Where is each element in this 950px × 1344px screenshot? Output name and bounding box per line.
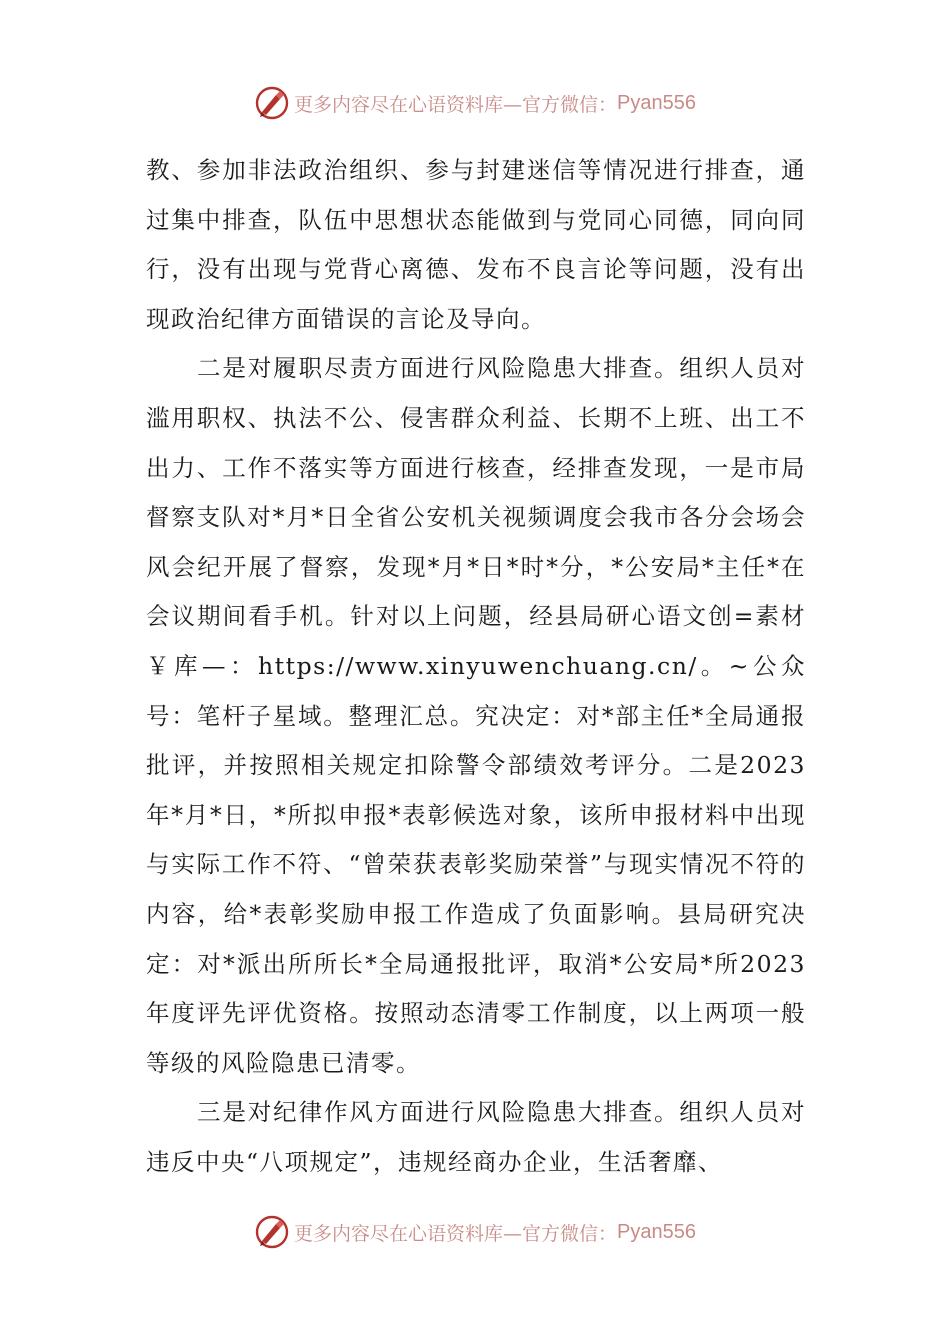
paragraph-2: 二是对履职尽责方面进行风险隐患大排查。组织人员对滥用职权、执法不公、侵害群众利益、长期不上班、出工不出力、工作不落实等方面进行核查，经排查发现，一是市局督察支队对*月*日全省公安机关视频调度会我市各分会场会风会纪开展了督察，发现*月*日*时*分，*公安局*主任*在会议期间看手机。针对以上问题，经县局研心语文创=素材￥库—：https://www.xinyuwenchuang.cn/。~公众号：笔杆子星域。整理汇总。究决定：对*部主任*全局通报批评，并按照相关规定扣除警令部绩效考评分。二是2023年*月*日，*所拟申报*表彰候选对象，该所申报材料中出现与实际工作不符、“曾荣获表彰奖励荣誉”与现实情况不符的内容，给*表彰奖励申报工作造成了负面影响。县局研究决定：对*派出所所长*全局通报批评，取消*公安局*所2023年度评先评优资格。按照动态清零工作制度，以上两项一般等级的风险隐患已清零。 (146, 354, 806, 1077)
header-banner (0, 83, 950, 123)
document-body (146, 146, 806, 1187)
pen-logo-icon (254, 85, 290, 121)
banner-wechat-id: Pyan556 (617, 91, 696, 114)
pen-logo-icon (254, 1214, 290, 1250)
banner-wechat-id: Pyan556 (617, 1220, 696, 1243)
footer-banner (0, 1212, 950, 1252)
banner-text: 更多内容尽在心语资料库—官方微信： (294, 93, 618, 116)
banner-text: 更多内容尽在心语资料库—官方微信： (294, 1222, 618, 1245)
paragraph-3: 三是对纪律作风方面进行风险隐患大排查。组织人员对违反中央“八项规定”，违规经商办企业，生活奢靡、 (146, 1098, 806, 1176)
paragraph-1: 教、参加非法政治组织、参与封建迷信等情况进行排查，通过集中排查，队伍中思想状态能做到与党同心同德，同向同行，没有出现与党背心离德、发布不良言论等问题，没有出现政治纪律方面错误的言论及导向。 (146, 156, 806, 333)
